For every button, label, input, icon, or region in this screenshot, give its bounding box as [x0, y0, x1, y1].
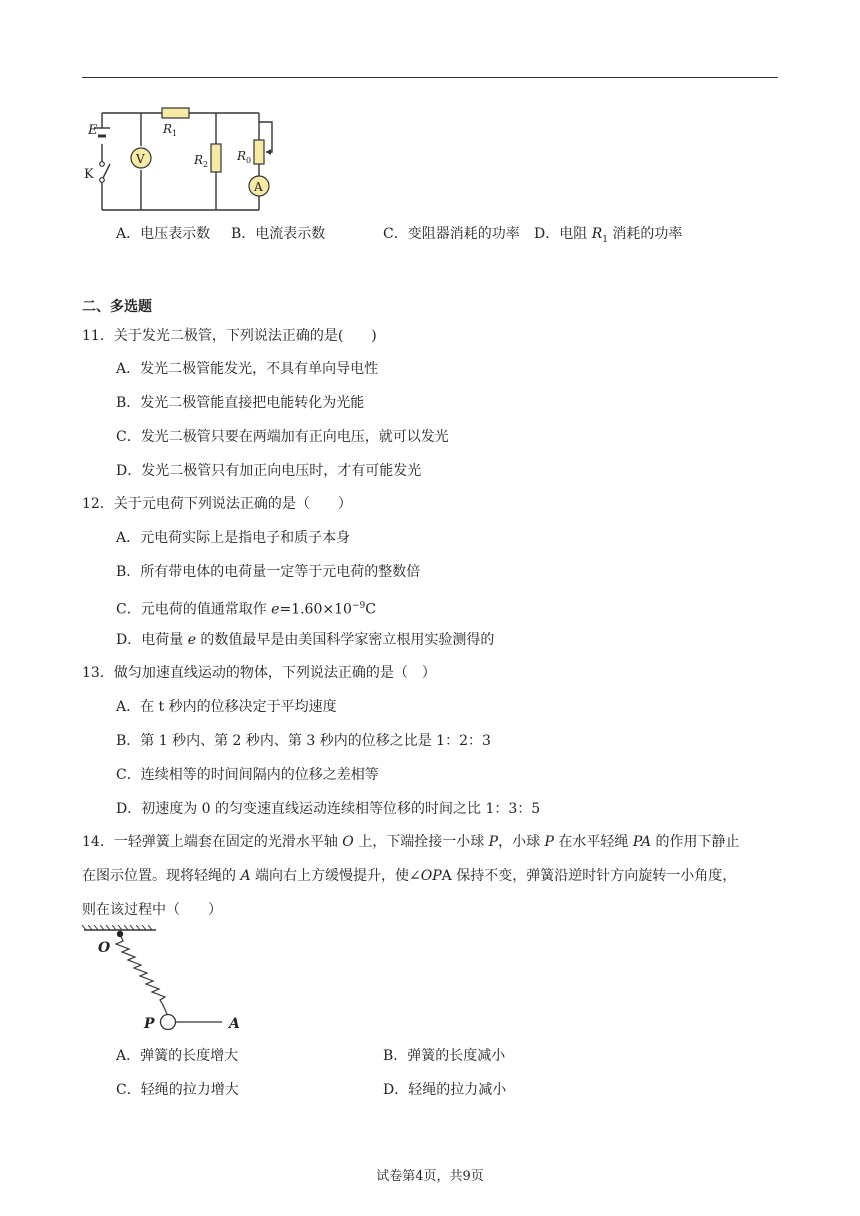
label-R2: R	[194, 153, 204, 167]
label-O: O	[98, 940, 111, 956]
label-K: K	[84, 167, 94, 182]
header-rule	[82, 77, 778, 78]
q10-option-d	[534, 224, 682, 250]
q10-option-c: C．变阻器消耗的功率	[383, 226, 520, 242]
q12-option-a: A．元电荷实际上是指电子和质子本身	[116, 530, 351, 546]
q13-option-a: A．在 t 秒内的位移决定于平均速度	[116, 699, 337, 715]
q14-l1-t0: 14．一轻弹簧上端套在固定的光滑水平轴	[82, 834, 343, 850]
q14-stem-line2	[82, 866, 736, 886]
q14-l2-t2: A 保持不变，弹簧沿逆时针方向旋转一小角度，	[441, 868, 737, 884]
q14-l2-t1: 端向右上方缓慢提升，使∠	[250, 868, 421, 884]
q11-stem: 11．关于发光二极管，下列说法正确的是( )	[82, 328, 377, 344]
q14-l2-a: A	[240, 868, 251, 884]
q13-stem: 13．做匀加速直线运动的物体，下列说法正确的是（ ）	[82, 665, 436, 681]
q14-l1-t4: 的作用下静止	[651, 834, 740, 850]
q14-stem-line1	[82, 832, 740, 852]
q12-stem: 12．关于元电荷下列说法正确的是（ ）	[82, 496, 352, 512]
q12-option-c	[116, 596, 376, 620]
spring-diagram	[80, 925, 260, 1035]
q14-option-c: C．轻绳的拉力增大	[116, 1082, 239, 1098]
label-V: V	[136, 152, 145, 166]
q10-option-a: A．电压表示数	[116, 226, 211, 242]
label-R1: R	[163, 122, 173, 136]
section-title: 二、多选题	[82, 299, 152, 315]
q13-option-c: C．连续相等的时间间隔内的位移之差相等	[116, 767, 379, 783]
label-R0: R	[237, 149, 247, 163]
q12-option-d-suffix: 的数值最早是由美国科学家密立根用实验测得的	[195, 632, 495, 648]
q12-option-b: B．所有带电体的电荷量一定等于元电荷的整数倍	[116, 564, 421, 580]
label-A: A	[229, 1016, 240, 1032]
page-footer: 试卷第4页，共9页	[376, 1169, 484, 1184]
q14-l2-op: OP	[420, 868, 442, 884]
q14-l1-t3: 在水平轻绳	[553, 834, 633, 850]
label-R2-sub: 2	[203, 160, 209, 169]
q14-l2-t0: 在图示位置。现将轻绳的	[82, 868, 241, 884]
q14-l1-t2: ，小球	[498, 834, 545, 850]
q10-option-d-var: R	[591, 226, 603, 242]
label-A-meter: A	[254, 180, 263, 194]
label-E: E	[88, 123, 98, 138]
q12-option-c-exp: −9	[351, 601, 366, 611]
q12-option-c-e: e	[271, 601, 280, 618]
q11-option-a: A．发光二极管能发光，不具有单向导电性	[116, 361, 379, 377]
label-R1-sub: 1	[172, 129, 178, 138]
q14-l1-p1: P	[488, 834, 499, 850]
q14-stem-line3: 则在该过程中（ ）	[82, 902, 222, 918]
q10-option-d-prefix: D．电阻	[534, 226, 592, 242]
q11-option-b: B．发光二极管能直接把电能转化为光能	[116, 395, 365, 411]
q13-option-d: D．初速度为 0 的匀变速直线运动连续相等位移的时间之比 1：3：5	[116, 801, 541, 817]
label-R0-sub: 0	[246, 156, 252, 165]
circuit-diagram	[80, 100, 280, 215]
q14-option-b: B．弹簧的长度减小	[383, 1048, 506, 1064]
q14-l1-o: O	[342, 834, 354, 850]
q14-l1-t1: 上，下端拴接一小球	[353, 834, 489, 850]
q14-l1-pa: PA	[632, 834, 652, 850]
q12-option-c-eq: =1.60×10	[279, 601, 352, 618]
q14-option-a: A．弹簧的长度增大	[116, 1048, 239, 1064]
q12-option-c-prefix: C．元电荷的值通常取作	[116, 601, 272, 618]
q14-l1-p2: P	[544, 834, 554, 850]
q10-option-d-sub: 1	[602, 234, 608, 245]
q11-option-d: D．发光二极管只有加正向电压时，才有可能发光	[116, 463, 422, 479]
q12-option-d	[116, 630, 494, 650]
label-P: P	[144, 1016, 155, 1032]
q11-option-c: C．发光二极管只要在两端加有正向电压，就可以发光	[116, 429, 449, 445]
q10-option-d-suffix: 消耗的功率	[607, 226, 683, 242]
q10-option-b: B．电流表示数	[231, 226, 326, 242]
q13-option-b: B．第 1 秒内、第 2 秒内、第 3 秒内的位移之比是 1：2：3	[116, 733, 491, 749]
q12-option-d-prefix: D．电荷量	[116, 632, 188, 648]
q14-option-d: D．轻绳的拉力减小	[383, 1082, 507, 1098]
q12-option-c-unit: C	[365, 601, 376, 618]
q12-option-d-e: e	[187, 632, 196, 648]
